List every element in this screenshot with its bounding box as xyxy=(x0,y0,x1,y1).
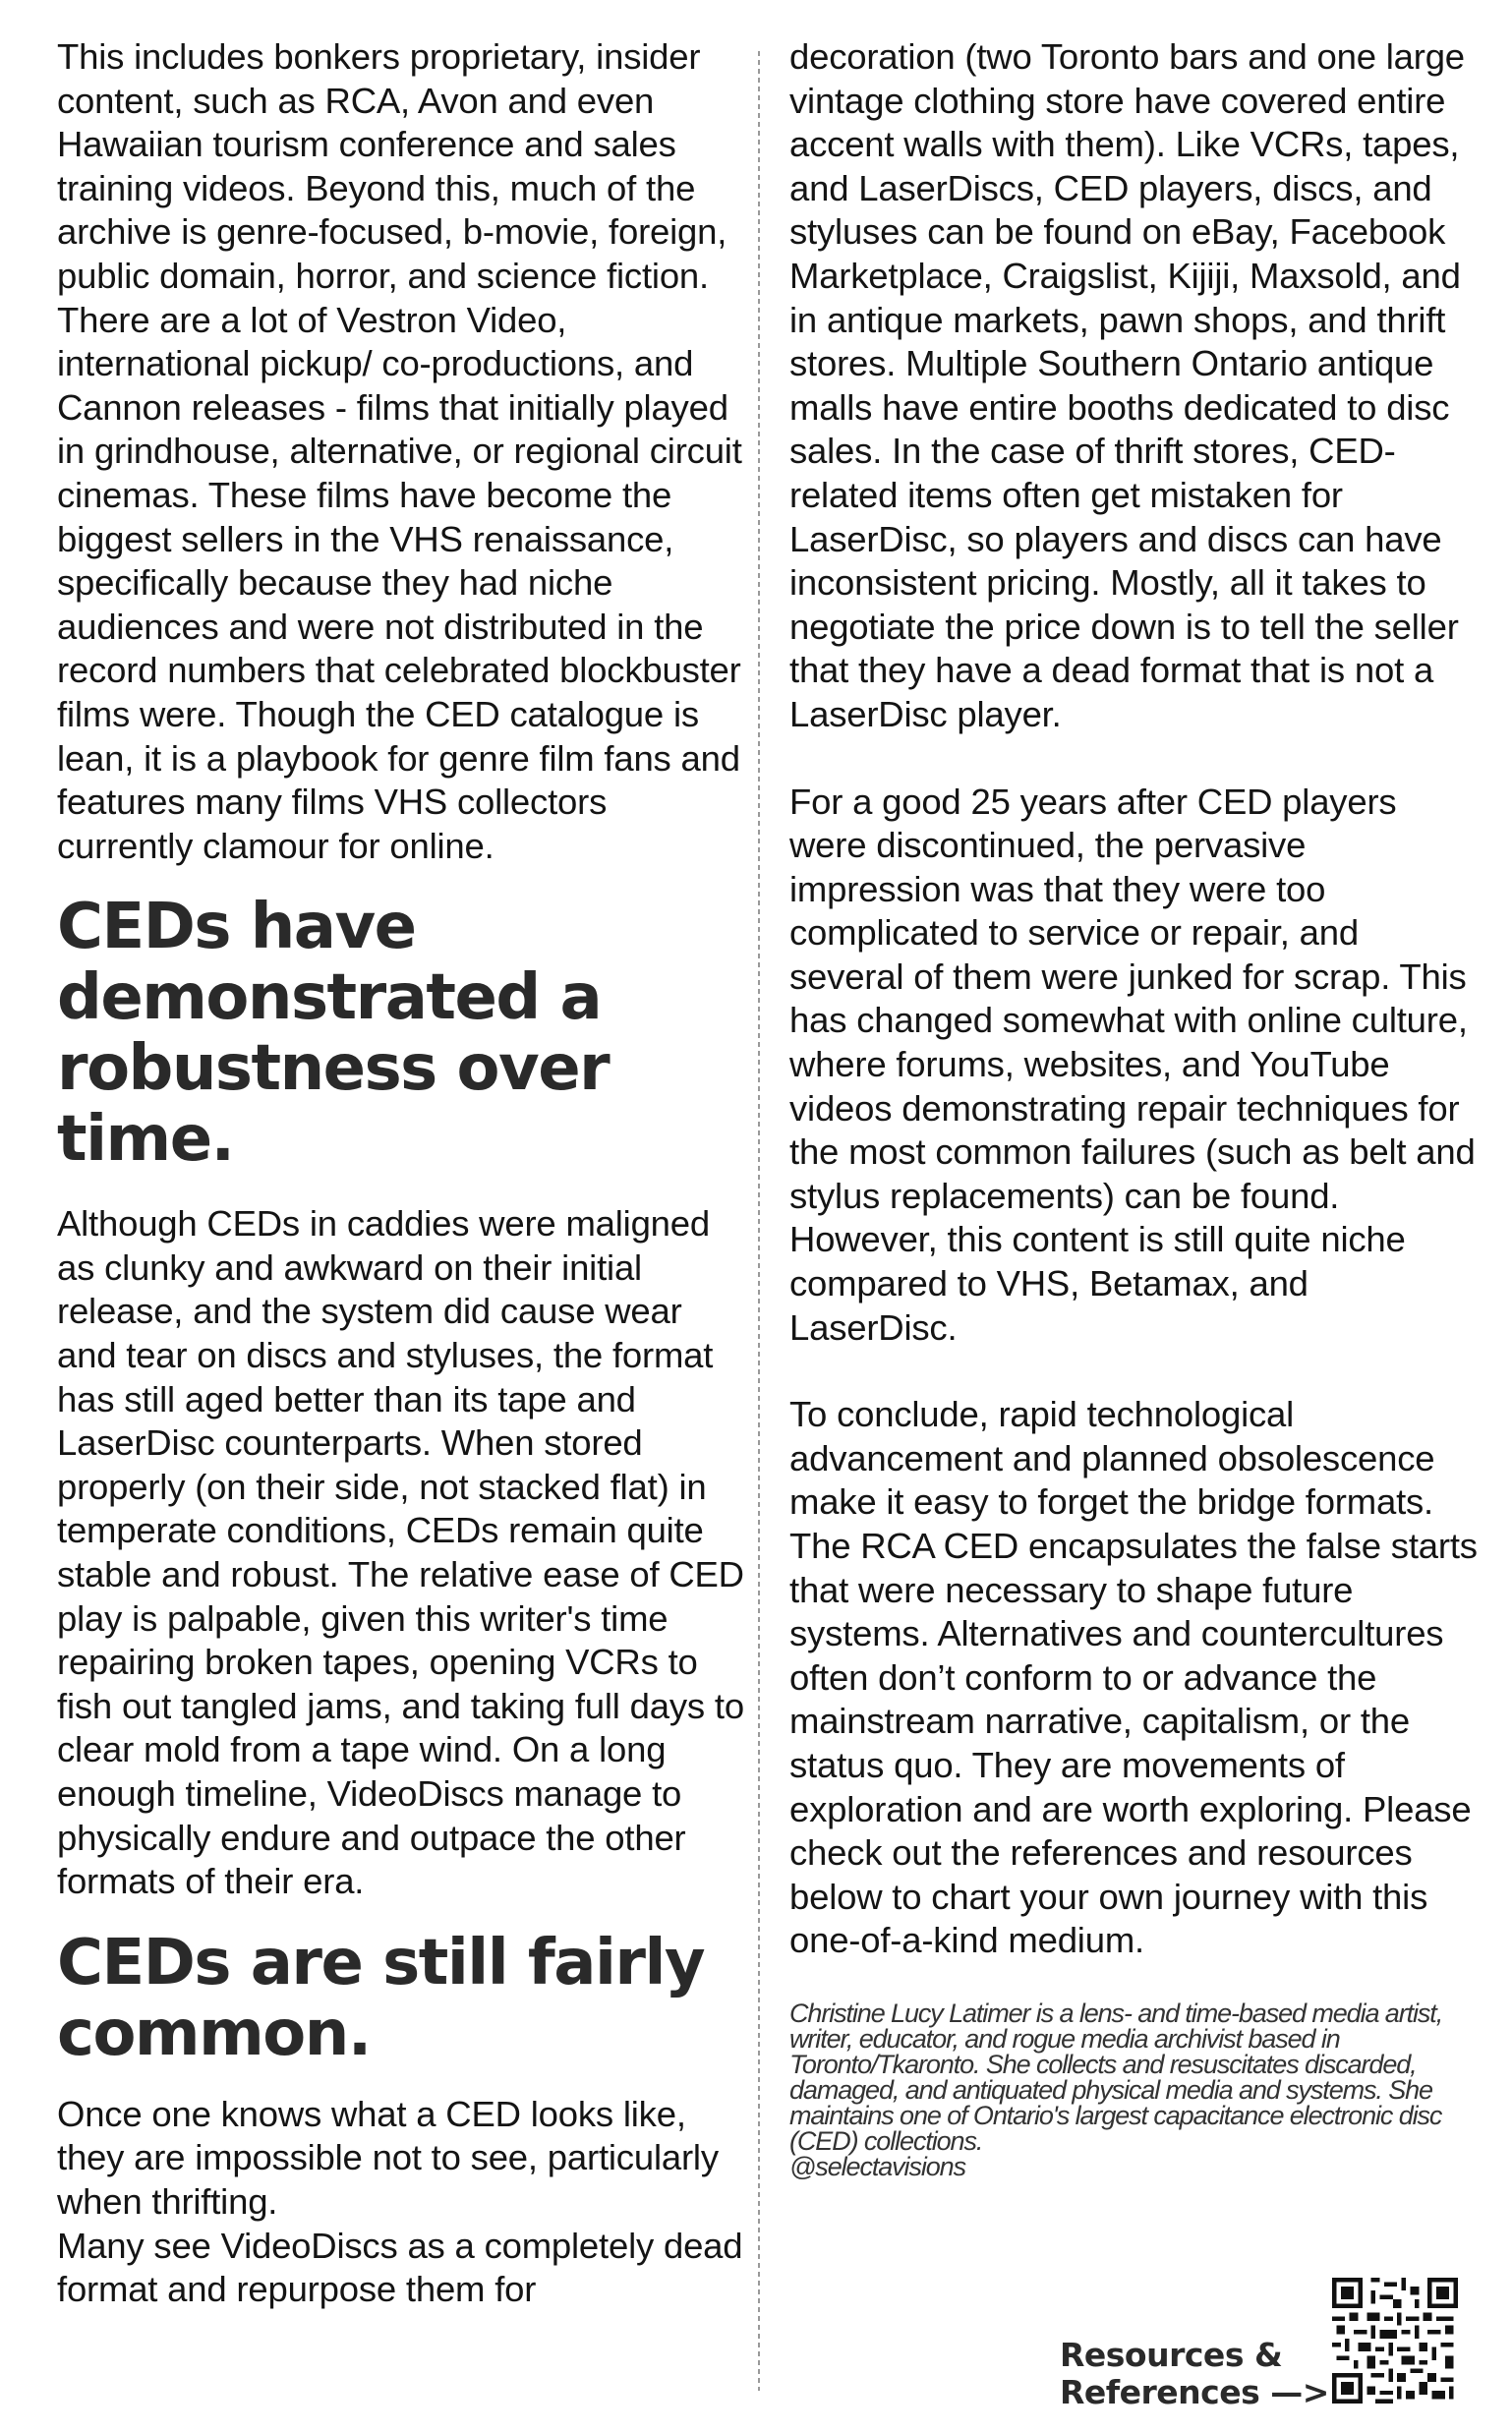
common-paragraph-2: Many see VideoDiscs as a completely dead format and repurpose them for xyxy=(57,2225,743,2310)
right-column xyxy=(789,35,1478,2179)
column-divider xyxy=(758,51,760,2391)
common-paragraph-1: Once one knows what a CED looks like, they are impossible not to see, particularly when thrifting. xyxy=(57,2093,719,2222)
resources-link[interactable] xyxy=(1060,2337,1329,2411)
left-column xyxy=(57,35,745,2312)
author-bio xyxy=(789,2000,1468,2179)
qr-code-graphic xyxy=(1332,2278,1458,2404)
qr-code-icon[interactable] xyxy=(1332,2278,1458,2404)
conclusion-paragraph: To conclude, rapid technological advancement and planned obsolescence make it easy to forget the bridge formats. The RCA CED encapsulates the false starts that were necessary to shape future systems. Alternatives and countercultures often don’t conform to or advance the mainstream narrative, capitalism, or the status quo. They are movements of exploration and are worth exploring. Please check out the references and resources below to chart your own journey with this one-of-a-kind medium. xyxy=(789,1394,1478,1961)
intro-paragraph: This includes bonkers proprietary, insider content, such as RCA, Avon and even Hawaiian tourism conference and sales training videos. Beyond this, much of the archive is genre-focused, b-movie, foreign, public domain, horror, and science fiction. There are a lot of Vestron Video, international pickup/ co-productions, and Cannon releases - films that initially played in grindhouse, alternative, or regional circuit cinemas. These films have become the biggest sellers in the VHS renaissance, specifically because they had niche audiences and were not distributed in the record numbers that celebrated blockbuster films were. Though the CED catalogue is lean, it is a playbook for genre film fans and features many films VHS collectors currently clamour for online. xyxy=(57,36,742,866)
robustness-heading: CEDs have demonstrated a robustness over time. xyxy=(57,891,610,1177)
repair-paragraph: For a good 25 years after CED players were discontinued, the pervasive impression was that they were too complicated to service or repair, and several of them were junked for scrap. This has changed somewhat with online culture, where forums, websites, and YouTube videos demonstrating repair techniques for the most common failures (such as belt and stylus replacements) can be found. However, this content is still quite niche compared to VHS, Betamax, and LaserDisc. xyxy=(789,781,1476,1348)
robustness-paragraph: Although CEDs in caddies were maligned as clunky and awkward on their initial release, and the system did cause wear and tear on discs and styluses, the format has still aged better than its tape and LaserDisc counterparts. When stored properly (on their side, not stacked flat) in temperate conditions, CEDs remain quite stable and robust. The relative ease of CED play is palpable, given this writer's time repairing broken tapes, opening VCRs to fish out tangled jams, and taking full days to clear mold from a tape wind. On a long enough timeline, VideoDiscs manage to physically endure and outpace the other formats of their era. xyxy=(57,1203,744,1902)
author-bio-text: Christine Lucy Latimer is a lens- and time-based media artist, writer, educator, and rogue media archivist based in Toronto/Tkaronto. She collects and resuscitates discarded, damaged, and antiquated physical media and systems. She maintains one of Ontario's largest capacitance electronic disc (CED) collections. xyxy=(789,1998,1443,2156)
decoration-paragraph: decoration (two Toronto bars and one large vintage clothing store have covered entire accent walls with them). Like VCRs, tapes, and LaserDiscs, CED players, discs, and styluses can be found on eBay, Facebook Marketplace, Craigslist, Kijiji, Maxsold, and in antique markets, pawn shops, and thrift stores. Multiple Southern Ontario antique malls have entire booths dedicated to disc sales. In the case of thrift stores, CED-related items often get mistaken for LaserDisc, so players and discs can have inconsistent pricing. Mostly, all it takes to negotiate the price down is to tell the seller that they have a dead format that is not a LaserDisc player. xyxy=(789,36,1465,734)
common-heading: CEDs are still fairly common. xyxy=(57,1926,705,2070)
resources-label-line2: References —> xyxy=(1060,2373,1329,2411)
author-handle[interactable]: @selectavisions xyxy=(789,2151,965,2181)
resources-label-line1: Resources & xyxy=(1060,2336,1283,2374)
